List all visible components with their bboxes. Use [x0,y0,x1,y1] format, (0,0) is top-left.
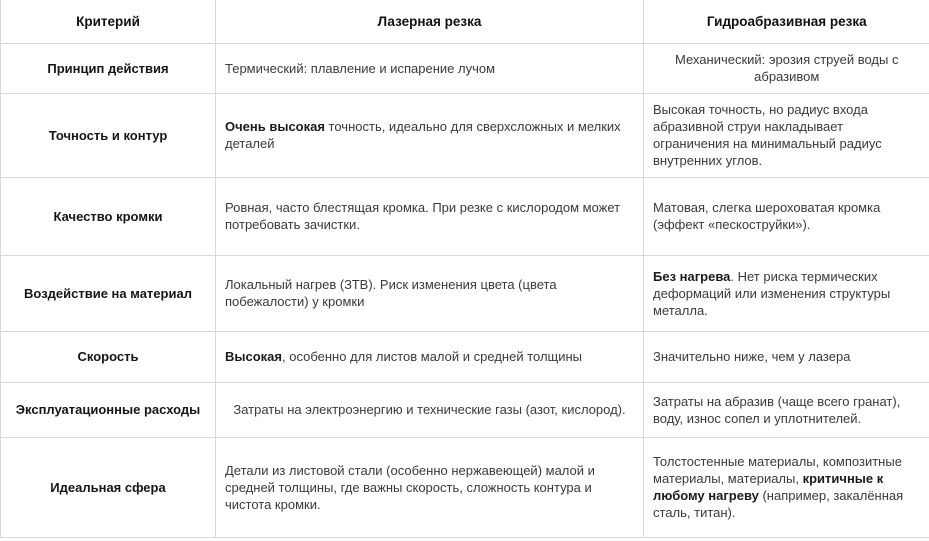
text-segment: Затраты на электроэнергию и технические газы (азот, кислород). [233,402,626,417]
header-row [1,0,929,43]
table-row [1,177,929,255]
table-header [1,0,929,43]
text-segment: Матовая, слегка шероховатая кромка (эффект «пескоструйки»). [653,200,881,232]
column-header: Лазерная резка [216,0,644,43]
table-row [1,255,929,331]
column-header: Критерий [1,0,216,43]
text-segment: . Нет риска термических деформаций или изменения структуры металла. [653,268,891,318]
criterion-cell: Точность и контур [1,93,216,177]
criterion-cell: Идеальная сфера [1,437,216,537]
text-segment: Детали из листовой стали (особенно нержавеющей) малой и средней толщины, где важны скорость, сложность контура и чистота кромки. [225,462,595,512]
laser-cell [216,382,644,437]
criterion-cell: Принцип действия [1,43,216,93]
text-segment: Затраты на абразив (чаще всего гранат), воду, износ сопел и уплотнителей. [653,393,901,426]
laser-cell [216,331,644,382]
text-segment: точность, идеально для сверхсложных и мелких деталей [225,119,621,151]
table-row [1,43,929,93]
laser-cell [216,437,644,537]
text-segment: (например, закалённая сталь, титан). [653,488,904,520]
text-segment: , особенно для листов малой и средней толщины [281,349,583,364]
text-segment: Очень высокая [225,119,325,134]
criterion-cell: Эксплуатационные расходы [1,382,216,437]
text-segment: Ровная, часто блестящая кромка. При резке с кислородом может потребовать зачистки. [225,200,621,232]
table-body [1,43,929,537]
waterjet-cell [644,177,929,255]
text-segment: Толстостенные материалы, композитные материалы, материалы, [653,454,902,486]
text-segment: Локальный нагрев (ЗТВ). Риск изменения цвета (цвета побежалости) у кромки [225,277,557,309]
waterjet-cell [644,255,929,331]
waterjet-cell [644,382,929,437]
text-segment: Высокая [225,349,282,364]
text-segment: Без нагрева [653,268,731,284]
laser-cell [216,255,644,331]
criterion-cell: Скорость [1,331,216,382]
table-row [1,331,929,382]
text-segment: Значительно ниже, чем у лазера [653,349,851,364]
criterion-cell: Воздействие на материал [1,255,216,331]
table-row [1,93,929,177]
laser-cell [216,93,644,177]
text-segment: Механический: эрозия струей воды с абразивом [675,52,899,84]
text-segment: Термический: плавление и испарение лучом [225,60,496,76]
table-row [1,437,929,537]
waterjet-cell [644,437,929,537]
text-segment: Высокая точность, но радиус входа абразивной струи накладывает ограничения на минимальный радиус внутренних углов. [653,102,882,168]
text-segment: критичные к любому нагреву [653,471,884,503]
laser-cell [216,177,644,255]
criterion-cell: Качество кромки [1,177,216,255]
table-row [1,382,929,437]
column-header: Гидроабразивная резка [644,0,929,43]
waterjet-cell [644,331,929,382]
waterjet-cell [644,93,929,177]
laser-cell [216,43,644,93]
waterjet-cell [644,43,929,93]
